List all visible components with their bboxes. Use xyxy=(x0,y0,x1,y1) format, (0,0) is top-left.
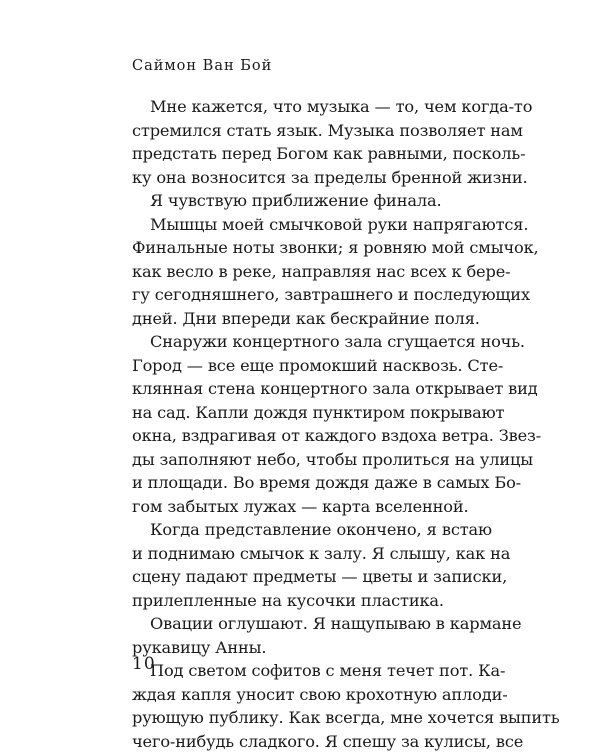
running-head: Саймон Ван Бой xyxy=(132,58,272,74)
text-line: Город — все еще промокший насквозь. Сте- xyxy=(132,354,492,378)
text-line: как весло в реке, направляя нас всех к бере- xyxy=(132,260,492,284)
text-line: Овации оглушают. Я нащупываю в кармане xyxy=(132,612,492,636)
body-text xyxy=(132,95,492,753)
text-line: на сад. Капли дождя пунктиром покрывают xyxy=(132,401,492,425)
page-number: 10 xyxy=(132,654,156,674)
text-line: Под светом софитов с меня течет пот. Ка- xyxy=(132,659,492,683)
text-line: ды заполняют небо, чтобы пролиться на улицы xyxy=(132,448,492,472)
text-line: рукавицу Анны. xyxy=(132,636,492,660)
text-line: Мне кажется, что музыка — то, чем когда-то xyxy=(132,95,492,119)
text-line: сцену падают предметы — цветы и записки, xyxy=(132,565,492,589)
text-line: Финальные ноты звонки; я ровняю мой смычок, xyxy=(132,236,492,260)
text-line: ждая капля уносит свою крохотную аплоди- xyxy=(132,683,492,707)
text-line: и площади. Во время дождя даже в самых Бо- xyxy=(132,471,492,495)
text-line: стремился стать язык. Музыка позволяет нам xyxy=(132,119,492,143)
text-line: прилепленные на кусочки пластика. xyxy=(132,589,492,613)
text-line: ку она возносится за пределы бренной жизни. xyxy=(132,166,492,190)
text-line: предстать перед Богом как равными, посколь- xyxy=(132,142,492,166)
text-line: окна, вздрагивая от каждого вздоха ветра. Звез- xyxy=(132,424,492,448)
text-line: гу сегодняшнего, завтрашнего и последующих xyxy=(132,283,492,307)
text-line: Я чувствую приближение финала. xyxy=(132,189,492,213)
text-line: рующую публику. Как всегда, мне хочется выпить xyxy=(132,706,492,730)
text-line: и поднимаю смычок к залу. Я слышу, как на xyxy=(132,542,492,566)
text-line: дней. Дни впереди как бескрайние поля. xyxy=(132,307,492,331)
text-line: клянная стена концертного зала открывает вид xyxy=(132,377,492,401)
text-line: чего-нибудь сладкого. Я спешу за кулисы, все xyxy=(132,730,492,753)
text-line: Снаружи концертного зала сгущается ночь. xyxy=(132,330,492,354)
text-line: гом забытых лужах — карта вселенной. xyxy=(132,495,492,519)
text-line: Когда представление окончено, я встаю xyxy=(132,518,492,542)
text-line: Мышцы моей смычковой руки напрягаются. xyxy=(132,213,492,237)
